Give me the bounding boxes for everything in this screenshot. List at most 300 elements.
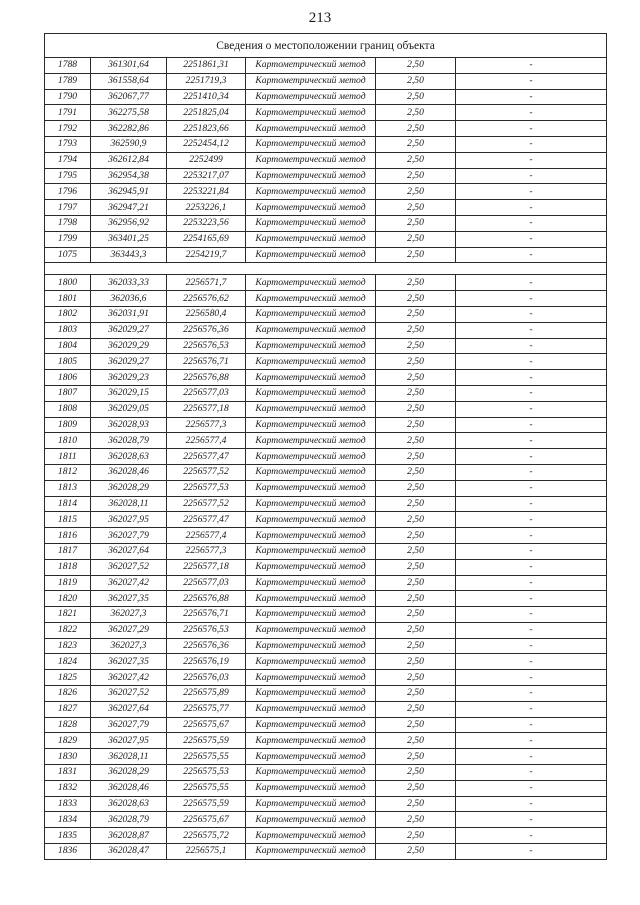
- table-row: [45, 401, 607, 417]
- extra-cell: -: [456, 168, 607, 184]
- accuracy-cell: 2,50: [376, 575, 456, 591]
- point-number-cell: 1828: [45, 717, 91, 733]
- method-cell: Картометрический метод: [246, 136, 376, 152]
- point-number-cell: 1836: [45, 844, 91, 860]
- method-cell: Картометрический метод: [246, 796, 376, 812]
- x-coordinate-cell: 362956,92: [91, 215, 167, 231]
- y-coordinate-cell: 2253223,56: [167, 215, 246, 231]
- point-number-cell: 1815: [45, 512, 91, 528]
- accuracy-cell: 2,50: [376, 136, 456, 152]
- x-coordinate-cell: 362028,29: [91, 765, 167, 781]
- y-coordinate-cell: 2256577,3: [167, 417, 246, 433]
- x-coordinate-cell: 362612,84: [91, 152, 167, 168]
- table-row: [45, 749, 607, 765]
- accuracy-cell: 2,50: [376, 749, 456, 765]
- method-cell: Картометрический метод: [246, 733, 376, 749]
- y-coordinate-cell: 2256577,3: [167, 543, 246, 559]
- x-coordinate-cell: 362027,79: [91, 717, 167, 733]
- extra-cell: -: [456, 528, 607, 544]
- point-number-cell: 1794: [45, 152, 91, 168]
- accuracy-cell: 2,50: [376, 247, 456, 263]
- accuracy-cell: 2,50: [376, 844, 456, 860]
- extra-cell: -: [456, 512, 607, 528]
- y-coordinate-cell: 2256577,03: [167, 575, 246, 591]
- table-row: [45, 58, 607, 74]
- accuracy-cell: 2,50: [376, 306, 456, 322]
- table-row: [45, 733, 607, 749]
- y-coordinate-cell: 2256575,77: [167, 701, 246, 717]
- method-cell: Картометрический метод: [246, 417, 376, 433]
- x-coordinate-cell: 362027,35: [91, 591, 167, 607]
- point-number-cell: 1793: [45, 136, 91, 152]
- method-cell: Картометрический метод: [246, 200, 376, 216]
- extra-cell: -: [456, 638, 607, 654]
- method-cell: Картометрический метод: [246, 559, 376, 575]
- point-number-cell: 1820: [45, 591, 91, 607]
- method-cell: Картометрический метод: [246, 512, 376, 528]
- table-row: [45, 291, 607, 307]
- point-number-cell: 1822: [45, 622, 91, 638]
- accuracy-cell: 2,50: [376, 152, 456, 168]
- extra-cell: -: [456, 812, 607, 828]
- x-coordinate-cell: 361558,64: [91, 73, 167, 89]
- method-cell: Картометрический метод: [246, 464, 376, 480]
- y-coordinate-cell: 2256575,59: [167, 733, 246, 749]
- y-coordinate-cell: 2252454,12: [167, 136, 246, 152]
- accuracy-cell: 2,50: [376, 121, 456, 137]
- point-number-cell: 1799: [45, 231, 91, 247]
- accuracy-cell: 2,50: [376, 291, 456, 307]
- extra-cell: -: [456, 401, 607, 417]
- method-cell: Картометрический метод: [246, 306, 376, 322]
- y-coordinate-cell: 2256575,72: [167, 828, 246, 844]
- table-row: [45, 306, 607, 322]
- method-cell: Картометрический метод: [246, 670, 376, 686]
- accuracy-cell: 2,50: [376, 231, 456, 247]
- accuracy-cell: 2,50: [376, 338, 456, 354]
- x-coordinate-cell: 362027,64: [91, 701, 167, 717]
- point-number-cell: 1827: [45, 701, 91, 717]
- y-coordinate-cell: 2256575,55: [167, 780, 246, 796]
- extra-cell: -: [456, 184, 607, 200]
- y-coordinate-cell: 2254219,7: [167, 247, 246, 263]
- point-number-cell: 1804: [45, 338, 91, 354]
- accuracy-cell: 2,50: [376, 105, 456, 121]
- x-coordinate-cell: 362029,29: [91, 338, 167, 354]
- point-number-cell: 1823: [45, 638, 91, 654]
- y-coordinate-cell: 2253221,84: [167, 184, 246, 200]
- extra-cell: -: [456, 231, 607, 247]
- table-row: [45, 638, 607, 654]
- method-cell: Картометрический метод: [246, 401, 376, 417]
- table-row: [45, 622, 607, 638]
- extra-cell: -: [456, 559, 607, 575]
- y-coordinate-cell: 2254165,69: [167, 231, 246, 247]
- accuracy-cell: 2,50: [376, 73, 456, 89]
- extra-cell: -: [456, 733, 607, 749]
- y-coordinate-cell: 2256577,47: [167, 512, 246, 528]
- y-coordinate-cell: 2256576,19: [167, 654, 246, 670]
- extra-cell: -: [456, 496, 607, 512]
- extra-cell: -: [456, 686, 607, 702]
- table-row: [45, 591, 607, 607]
- table-row: [45, 152, 607, 168]
- method-cell: Картометрический метод: [246, 638, 376, 654]
- method-cell: Картометрический метод: [246, 231, 376, 247]
- accuracy-cell: 2,50: [376, 417, 456, 433]
- y-coordinate-cell: 2256577,18: [167, 401, 246, 417]
- table-row: [45, 464, 607, 480]
- point-number-cell: 1795: [45, 168, 91, 184]
- table-row: [45, 231, 607, 247]
- table-row: [45, 121, 607, 137]
- y-coordinate-cell: 2256577,52: [167, 496, 246, 512]
- extra-cell: -: [456, 73, 607, 89]
- extra-cell: -: [456, 306, 607, 322]
- accuracy-cell: 2,50: [376, 58, 456, 74]
- extra-cell: -: [456, 433, 607, 449]
- x-coordinate-cell: 362028,87: [91, 828, 167, 844]
- point-number-cell: 1075: [45, 247, 91, 263]
- point-number-cell: 1790: [45, 89, 91, 105]
- point-number-cell: 1824: [45, 654, 91, 670]
- extra-cell: -: [456, 200, 607, 216]
- y-coordinate-cell: 2256576,88: [167, 370, 246, 386]
- x-coordinate-cell: 362027,42: [91, 575, 167, 591]
- method-cell: Картометрический метод: [246, 58, 376, 74]
- accuracy-cell: 2,50: [376, 370, 456, 386]
- separator-row: [45, 263, 607, 275]
- accuracy-cell: 2,50: [376, 385, 456, 401]
- table-row: [45, 780, 607, 796]
- method-cell: Картометрический метод: [246, 385, 376, 401]
- accuracy-cell: 2,50: [376, 812, 456, 828]
- point-number-cell: 1818: [45, 559, 91, 575]
- accuracy-cell: 2,50: [376, 354, 456, 370]
- method-cell: Картометрический метод: [246, 152, 376, 168]
- x-coordinate-cell: 362029,27: [91, 354, 167, 370]
- extra-cell: -: [456, 152, 607, 168]
- accuracy-cell: 2,50: [376, 654, 456, 670]
- table-row: [45, 575, 607, 591]
- y-coordinate-cell: 2256577,52: [167, 464, 246, 480]
- accuracy-cell: 2,50: [376, 543, 456, 559]
- table-row: [45, 247, 607, 263]
- accuracy-cell: 2,50: [376, 275, 456, 291]
- method-cell: Картометрический метод: [246, 765, 376, 781]
- x-coordinate-cell: 362028,63: [91, 796, 167, 812]
- method-cell: Картометрический метод: [246, 247, 376, 263]
- y-coordinate-cell: 2256571,7: [167, 275, 246, 291]
- table-row: [45, 200, 607, 216]
- table-row: [45, 184, 607, 200]
- point-number-cell: 1805: [45, 354, 91, 370]
- accuracy-cell: 2,50: [376, 701, 456, 717]
- x-coordinate-cell: 362031,91: [91, 306, 167, 322]
- method-cell: Картометрический метод: [246, 322, 376, 338]
- extra-cell: -: [456, 828, 607, 844]
- method-cell: Картометрический метод: [246, 780, 376, 796]
- boundary-coordinates-table: [44, 33, 607, 860]
- x-coordinate-cell: 362954,38: [91, 168, 167, 184]
- table-row: [45, 701, 607, 717]
- x-coordinate-cell: 362028,79: [91, 433, 167, 449]
- table-row: [45, 528, 607, 544]
- method-cell: Картометрический метод: [246, 184, 376, 200]
- extra-cell: -: [456, 136, 607, 152]
- point-number-cell: 1792: [45, 121, 91, 137]
- point-number-cell: 1797: [45, 200, 91, 216]
- table-row: [45, 136, 607, 152]
- x-coordinate-cell: 362027,79: [91, 528, 167, 544]
- method-cell: Картометрический метод: [246, 828, 376, 844]
- extra-cell: -: [456, 796, 607, 812]
- x-coordinate-cell: 362275,58: [91, 105, 167, 121]
- y-coordinate-cell: 2256577,4: [167, 433, 246, 449]
- point-number-cell: 1817: [45, 543, 91, 559]
- extra-cell: -: [456, 121, 607, 137]
- table-row: [45, 543, 607, 559]
- x-coordinate-cell: 362029,15: [91, 385, 167, 401]
- point-number-cell: 1806: [45, 370, 91, 386]
- point-number-cell: 1832: [45, 780, 91, 796]
- table-row: [45, 338, 607, 354]
- point-number-cell: 1816: [45, 528, 91, 544]
- y-coordinate-cell: 2256577,47: [167, 449, 246, 465]
- page-number: 213: [308, 10, 332, 26]
- point-number-cell: 1788: [45, 58, 91, 74]
- y-coordinate-cell: 2253226,1: [167, 200, 246, 216]
- method-cell: Картометрический метод: [246, 291, 376, 307]
- point-number-cell: 1819: [45, 575, 91, 591]
- point-number-cell: 1807: [45, 385, 91, 401]
- point-number-cell: 1798: [45, 215, 91, 231]
- method-cell: Картометрический метод: [246, 528, 376, 544]
- method-cell: Картометрический метод: [246, 449, 376, 465]
- point-number-cell: 1810: [45, 433, 91, 449]
- accuracy-cell: 2,50: [376, 480, 456, 496]
- method-cell: Картометрический метод: [246, 168, 376, 184]
- x-coordinate-cell: 362028,63: [91, 449, 167, 465]
- extra-cell: -: [456, 354, 607, 370]
- accuracy-cell: 2,50: [376, 200, 456, 216]
- table-title: Сведения о местоположении границ объекта: [45, 34, 607, 58]
- method-cell: Картометрический метод: [246, 73, 376, 89]
- table-row: [45, 89, 607, 105]
- table-row: [45, 559, 607, 575]
- point-number-cell: 1809: [45, 417, 91, 433]
- accuracy-cell: 2,50: [376, 622, 456, 638]
- table-row: [45, 417, 607, 433]
- accuracy-cell: 2,50: [376, 607, 456, 623]
- x-coordinate-cell: 362028,11: [91, 749, 167, 765]
- x-coordinate-cell: 362036,6: [91, 291, 167, 307]
- point-number-cell: 1833: [45, 796, 91, 812]
- table-row: [45, 105, 607, 121]
- table-row: [45, 168, 607, 184]
- extra-cell: -: [456, 215, 607, 231]
- table-row: [45, 512, 607, 528]
- point-number-cell: 1826: [45, 686, 91, 702]
- accuracy-cell: 2,50: [376, 449, 456, 465]
- method-cell: Картометрический метод: [246, 686, 376, 702]
- accuracy-cell: 2,50: [376, 464, 456, 480]
- x-coordinate-cell: 362027,64: [91, 543, 167, 559]
- y-coordinate-cell: 2256576,53: [167, 338, 246, 354]
- y-coordinate-cell: 2256575,1: [167, 844, 246, 860]
- point-number-cell: 1800: [45, 275, 91, 291]
- accuracy-cell: 2,50: [376, 512, 456, 528]
- point-number-cell: 1801: [45, 291, 91, 307]
- method-cell: Картометрический метод: [246, 89, 376, 105]
- y-coordinate-cell: 2252499: [167, 152, 246, 168]
- table-row: [45, 73, 607, 89]
- accuracy-cell: 2,50: [376, 717, 456, 733]
- method-cell: Картометрический метод: [246, 496, 376, 512]
- x-coordinate-cell: 363401,25: [91, 231, 167, 247]
- accuracy-cell: 2,50: [376, 670, 456, 686]
- table-row: [45, 385, 607, 401]
- point-number-cell: 1829: [45, 733, 91, 749]
- method-cell: Картометрический метод: [246, 749, 376, 765]
- table-row: [45, 480, 607, 496]
- point-number-cell: 1830: [45, 749, 91, 765]
- method-cell: Картометрический метод: [246, 812, 376, 828]
- point-number-cell: 1802: [45, 306, 91, 322]
- x-coordinate-cell: 362947,21: [91, 200, 167, 216]
- accuracy-cell: 2,50: [376, 401, 456, 417]
- table-row: [45, 765, 607, 781]
- table-row: [45, 433, 607, 449]
- x-coordinate-cell: 362033,33: [91, 275, 167, 291]
- accuracy-cell: 2,50: [376, 765, 456, 781]
- accuracy-cell: 2,50: [376, 686, 456, 702]
- x-coordinate-cell: 362027,95: [91, 512, 167, 528]
- x-coordinate-cell: 362028,46: [91, 464, 167, 480]
- x-coordinate-cell: 362027,52: [91, 686, 167, 702]
- method-cell: Картометрический метод: [246, 844, 376, 860]
- y-coordinate-cell: 2256575,59: [167, 796, 246, 812]
- table-row: [45, 844, 607, 860]
- table-row: [45, 654, 607, 670]
- extra-cell: -: [456, 701, 607, 717]
- accuracy-cell: 2,50: [376, 215, 456, 231]
- point-number-cell: 1796: [45, 184, 91, 200]
- extra-cell: -: [456, 105, 607, 121]
- extra-cell: -: [456, 89, 607, 105]
- extra-cell: -: [456, 844, 607, 860]
- y-coordinate-cell: 2256575,67: [167, 812, 246, 828]
- x-coordinate-cell: 362282,86: [91, 121, 167, 137]
- table-row: [45, 354, 607, 370]
- point-number-cell: 1789: [45, 73, 91, 89]
- y-coordinate-cell: 2256575,55: [167, 749, 246, 765]
- accuracy-cell: 2,50: [376, 638, 456, 654]
- y-coordinate-cell: 2256576,53: [167, 622, 246, 638]
- x-coordinate-cell: 361301,64: [91, 58, 167, 74]
- extra-cell: -: [456, 591, 607, 607]
- y-coordinate-cell: 2253217,07: [167, 168, 246, 184]
- accuracy-cell: 2,50: [376, 496, 456, 512]
- accuracy-cell: 2,50: [376, 168, 456, 184]
- table-row: [45, 322, 607, 338]
- x-coordinate-cell: 362590,9: [91, 136, 167, 152]
- extra-cell: -: [456, 449, 607, 465]
- extra-cell: -: [456, 247, 607, 263]
- x-coordinate-cell: 362027,29: [91, 622, 167, 638]
- extra-cell: -: [456, 464, 607, 480]
- separator-cell: [45, 263, 607, 275]
- y-coordinate-cell: 2256575,53: [167, 765, 246, 781]
- y-coordinate-cell: 2256580,4: [167, 306, 246, 322]
- table-row: [45, 496, 607, 512]
- y-coordinate-cell: 2256576,71: [167, 607, 246, 623]
- table-row: [45, 717, 607, 733]
- x-coordinate-cell: 362027,42: [91, 670, 167, 686]
- x-coordinate-cell: 362945,91: [91, 184, 167, 200]
- x-coordinate-cell: 362027,95: [91, 733, 167, 749]
- method-cell: Картометрический метод: [246, 370, 376, 386]
- x-coordinate-cell: 362028,47: [91, 844, 167, 860]
- table-row: [45, 275, 607, 291]
- y-coordinate-cell: 2256576,71: [167, 354, 246, 370]
- method-cell: Картометрический метод: [246, 622, 376, 638]
- extra-cell: -: [456, 717, 607, 733]
- table-row: [45, 607, 607, 623]
- x-coordinate-cell: 362028,93: [91, 417, 167, 433]
- x-coordinate-cell: 362029,27: [91, 322, 167, 338]
- accuracy-cell: 2,50: [376, 184, 456, 200]
- y-coordinate-cell: 2256575,89: [167, 686, 246, 702]
- extra-cell: -: [456, 58, 607, 74]
- x-coordinate-cell: 362029,23: [91, 370, 167, 386]
- accuracy-cell: 2,50: [376, 559, 456, 575]
- extra-cell: -: [456, 417, 607, 433]
- accuracy-cell: 2,50: [376, 433, 456, 449]
- point-number-cell: 1791: [45, 105, 91, 121]
- method-cell: Картометрический метод: [246, 607, 376, 623]
- extra-cell: -: [456, 385, 607, 401]
- accuracy-cell: 2,50: [376, 89, 456, 105]
- accuracy-cell: 2,50: [376, 780, 456, 796]
- point-number-cell: 1811: [45, 449, 91, 465]
- extra-cell: -: [456, 607, 607, 623]
- y-coordinate-cell: 2256576,03: [167, 670, 246, 686]
- extra-cell: -: [456, 338, 607, 354]
- point-number-cell: 1813: [45, 480, 91, 496]
- point-number-cell: 1814: [45, 496, 91, 512]
- extra-cell: -: [456, 480, 607, 496]
- y-coordinate-cell: 2251823,66: [167, 121, 246, 137]
- extra-cell: -: [456, 670, 607, 686]
- extra-cell: -: [456, 575, 607, 591]
- x-coordinate-cell: 362027,3: [91, 607, 167, 623]
- method-cell: Картометрический метод: [246, 275, 376, 291]
- table-body: [45, 34, 607, 860]
- table-row: [45, 686, 607, 702]
- extra-cell: -: [456, 780, 607, 796]
- point-number-cell: 1812: [45, 464, 91, 480]
- accuracy-cell: 2,50: [376, 796, 456, 812]
- method-cell: Картометрический метод: [246, 354, 376, 370]
- extra-cell: -: [456, 622, 607, 638]
- method-cell: Картометрический метод: [246, 717, 376, 733]
- x-coordinate-cell: 362027,3: [91, 638, 167, 654]
- x-coordinate-cell: 362029,05: [91, 401, 167, 417]
- table-row: [45, 828, 607, 844]
- y-coordinate-cell: 2256577,4: [167, 528, 246, 544]
- method-cell: Картометрический метод: [246, 105, 376, 121]
